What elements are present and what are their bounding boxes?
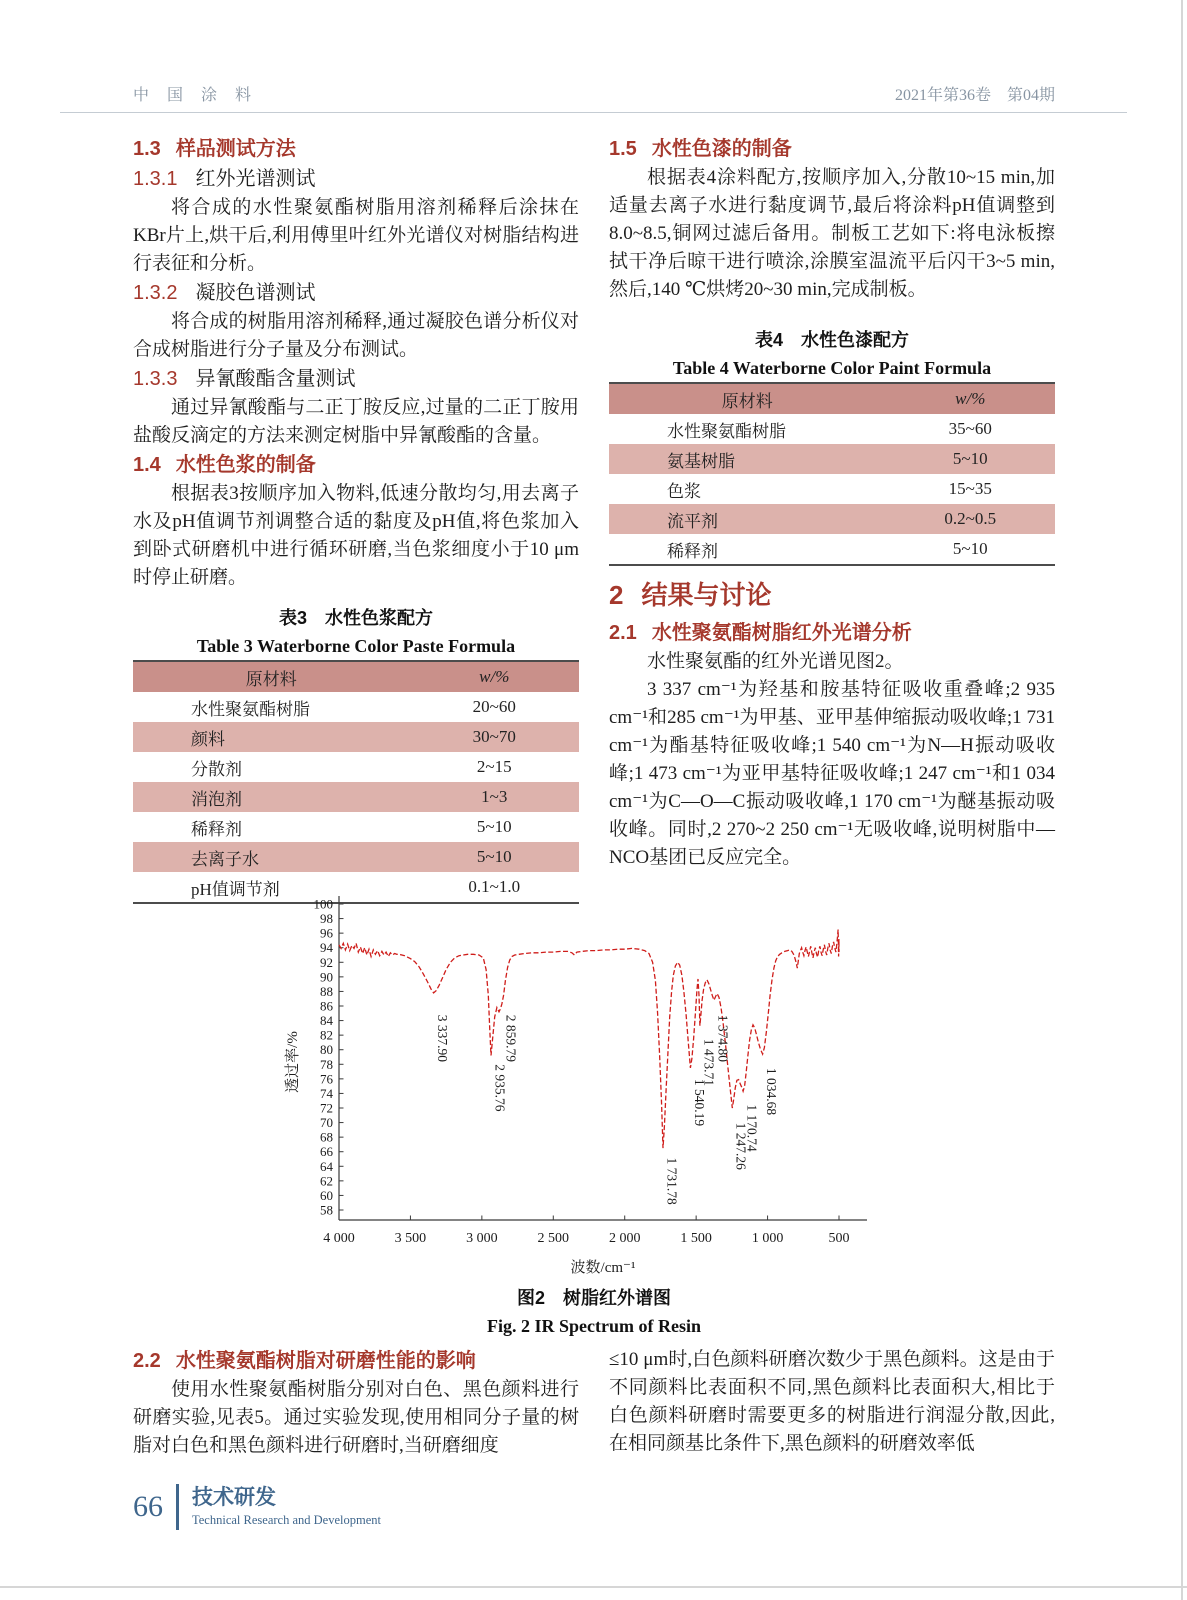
y-tick-label: 94: [320, 940, 333, 956]
peak-label: 1 170.74: [744, 1104, 760, 1152]
section-heading-1-3-2: [133, 278, 579, 308]
y-tick-label: 88: [320, 983, 333, 999]
table-cell: 15~35: [948, 479, 992, 498]
page-number: 66: [133, 1490, 163, 1523]
issue-info: 2021年第36卷 第04期: [894, 87, 1055, 104]
y-tick-label: 100: [313, 896, 333, 912]
table-cell: 色浆: [667, 481, 701, 501]
section-number: 1.5: [609, 138, 637, 160]
table3-header-wpercent: w/%: [410, 661, 579, 692]
x-tick-label: 2 500: [537, 1231, 570, 1246]
peak-label: 1 247.26: [733, 1122, 749, 1170]
table-row: [133, 842, 579, 872]
x-tick-label: 1 000: [751, 1231, 784, 1246]
section-number: 1.3.2: [133, 282, 178, 304]
table4-header-wpercent: w/%: [886, 383, 1055, 414]
section-heading-2: [609, 574, 1055, 616]
table-cell: 水性聚氨酯树脂: [667, 421, 786, 441]
table4-caption: [609, 326, 1055, 382]
footer-divider: [176, 1484, 179, 1530]
section-heading-1-5: [609, 134, 1055, 164]
section-title: 结果与讨论: [641, 580, 772, 610]
table-cell: 1~3: [481, 787, 508, 806]
y-tick-label: 76: [320, 1071, 333, 1087]
table4-header-material: 原材料: [609, 383, 886, 414]
table3: [133, 660, 579, 904]
y-tick-label: 68: [320, 1129, 333, 1145]
paragraph-1-5: 根据表4涂料配方,按顺序加入,分散10~15 min,加适量去离子水进行黏度调节,最后将涂料pH值调整到8.0~8.5,铜网过滤后备用。制板工艺如下:将电泳板擦拭干净后晾干进行喷涂,涂膜室温流平后闪干3~5 min,然后,140 ℃烘烤20~30 min,完成制板。: [609, 167, 1055, 300]
x-tick-label: 1 500: [680, 1231, 712, 1246]
table-cell: 5~10: [476, 847, 512, 866]
paragraph-1-3-3: 通过异氰酸酯与二正丁胺反应,过量的二正丁胺用盐酸反滴定的方法来测定树脂中异氰酸酯的含量。: [133, 397, 579, 446]
figure2-caption-cn: 图2 树脂红外谱图: [516, 1288, 671, 1308]
section-number: 1.3.3: [133, 368, 178, 390]
table-row: [133, 752, 579, 782]
table-cell: 去离子水: [191, 849, 259, 869]
paragraph-1-3-1: 将合成的水性聚氨酯树脂用溶剂稀释后涂抹在KBr片上,烘干后,利用傅里叶红外光谱仪对树脂结构进行表征和分析。: [133, 197, 579, 274]
table-row: [609, 444, 1055, 474]
y-tick-label: 62: [320, 1173, 333, 1189]
table-cell: 稀释剂: [191, 819, 242, 839]
table-cell: 20~60: [472, 697, 516, 716]
table-cell: 0.2~0.5: [944, 509, 997, 528]
section-title: 凝胶色谱测试: [195, 282, 316, 304]
y-axis-title: 透过率/%: [285, 1031, 301, 1093]
y-tick-label: 98: [320, 911, 333, 927]
peak-label: 2 935.76: [492, 1064, 508, 1112]
y-tick-label: 74: [320, 1085, 333, 1101]
table4: [609, 382, 1055, 566]
ir-spectrum-chart: [281, 884, 891, 1284]
section-title: 红外光谱测试: [195, 168, 316, 190]
y-tick-label: 96: [320, 925, 333, 941]
table-cell: 30~70: [472, 727, 516, 746]
peak-label: 1 374.80: [715, 1014, 731, 1062]
section-number: 1.4: [133, 454, 161, 476]
paragraph-1-3-2: 将合成的树脂用溶剂稀释,通过凝胶色谱分析仪对合成树脂进行分子量及分布测试。: [133, 311, 579, 360]
x-tick-label: 2 000: [608, 1231, 641, 1246]
table-row: [609, 534, 1055, 565]
table4-caption-en: Table 4 Waterborne Color Paint Formula: [672, 358, 992, 378]
top-columns: [133, 134, 1055, 904]
table3-caption-en: Table 3 Waterborne Color Paste Formula: [196, 636, 516, 656]
x-tick-label: 4 000: [323, 1231, 355, 1246]
table4-body: [609, 414, 1055, 565]
y-tick-label: 80: [320, 1042, 333, 1058]
left-column-top: [133, 134, 579, 904]
y-tick-label: 66: [320, 1144, 333, 1160]
section-heading-1-3-1: [133, 164, 579, 194]
figure2-caption-en: Fig. 2 IR Spectrum of Resin: [487, 1316, 701, 1336]
table-cell: 氨基树脂: [667, 451, 735, 471]
figure2-block: [133, 884, 1055, 1340]
peak-label: 1 731.78: [664, 1157, 680, 1205]
section-heading-1-3-3: [133, 364, 579, 394]
y-tick-label: 86: [320, 998, 333, 1014]
table-row: [133, 812, 579, 842]
header-rule: [60, 112, 1127, 113]
journal-name: 中 国 涂 料: [133, 87, 259, 104]
figure2-caption: [133, 1284, 1055, 1340]
table-cell: 颜料: [191, 729, 225, 749]
table-cell: 5~10: [952, 449, 988, 468]
table-row: [133, 782, 579, 812]
table-row: [133, 692, 579, 722]
x-tick-label: 500: [828, 1231, 850, 1246]
y-tick-label: 92: [320, 954, 333, 970]
section-heading-2-2: [133, 1346, 579, 1376]
paragraph-2-2-continued: ≤10 μm时,白色颜料研磨次数少于黑色颜料。这是由于不同颜料比表面积不同,黑色颜料比表面积大,相比于白色颜料研磨时需要更多的树脂进行润湿分散,因此,在相同颜基比条件下,黑色颜料的研磨效率低: [609, 1349, 1055, 1454]
section-number: 2.1: [609, 622, 637, 644]
table-cell: 5~10: [952, 539, 988, 558]
x-tick-label: 3 000: [466, 1231, 498, 1246]
x-axis-title: 波数/cm⁻¹: [570, 1260, 636, 1276]
page-edge-bottom: [0, 1586, 1187, 1588]
ir-spectrum-curve: [339, 930, 839, 1149]
running-head: [133, 82, 1055, 105]
table4-caption-cn: 表4 水性色漆配方: [754, 330, 909, 350]
table-row: [609, 414, 1055, 444]
table-cell: 35~60: [948, 419, 992, 438]
paragraph-2-2: 使用水性聚氨酯树脂分别对白色、黑色颜料进行研磨实验,见表5。通过实验发现,使用相同分子量的树脂对白色和黑色颜料进行研磨时,当研磨细度: [133, 1379, 579, 1456]
table-cell: 消泡剂: [191, 789, 242, 809]
y-tick-label: 90: [320, 969, 333, 985]
footer-section-en: Technical Research and Development: [192, 1513, 381, 1527]
y-tick-label: 64: [320, 1158, 333, 1174]
section-title: 样品测试方法: [175, 138, 296, 160]
right-column-top: [609, 134, 1055, 904]
table-row: [609, 504, 1055, 534]
page-edge-right: [1181, 0, 1183, 1600]
y-tick-label: 70: [320, 1115, 333, 1131]
peak-label: 3 337.90: [435, 1014, 451, 1062]
paragraph-1-4: 根据表3按顺序加入物料,低速分散均匀,用去离子水及pH值调节剂调整合适的黏度及pH值,将色浆加入到卧式研磨机中进行循环研磨,当色浆细度小于10 μm时停止研磨。: [133, 483, 579, 588]
section-number: 1.3.1: [133, 168, 178, 190]
y-tick-label: 84: [320, 1013, 333, 1029]
table-cell: 0.1~1.0: [468, 877, 521, 896]
section-heading-2-1: [609, 618, 1055, 648]
table-row: [609, 474, 1055, 504]
section-number: 1.3: [133, 138, 161, 160]
table-cell: 分散剂: [191, 759, 242, 779]
page-footer: [133, 1484, 381, 1530]
table-cell: 2~15: [476, 757, 512, 776]
section-heading-1-3: [133, 134, 579, 164]
table3-body: [133, 692, 579, 903]
section-number: 2.2: [133, 1350, 161, 1372]
paragraph-2-1-intro: 水性聚氨酯的红外光谱见图2。: [647, 651, 904, 672]
table-cell: 水性聚氨酯树脂: [191, 699, 310, 719]
footer-section-cn: 技术研发: [192, 1486, 276, 1509]
section-number: 2: [609, 580, 624, 610]
x-tick-label: 3 500: [394, 1231, 427, 1246]
section-title: 水性聚氨酯树脂红外光谱分析: [651, 622, 912, 644]
footer-section: [192, 1485, 381, 1529]
y-tick-label: 60: [320, 1187, 333, 1203]
peak-label: 1 540.19: [691, 1078, 707, 1127]
table-cell: 稀释剂: [667, 541, 718, 561]
y-tick-label: 58: [320, 1202, 333, 1218]
section-title: 异氰酸酯含量测试: [195, 368, 356, 390]
paragraph-2-1-detail: 3 337 cm⁻¹为羟基和胺基特征吸收重叠峰;2 935 cm⁻¹和285 cm⁻¹为甲基、亚甲基伸缩振动吸收峰;1 731 cm⁻¹为酯基特征吸收峰;1 540 cm⁻¹为N—H振动吸收峰;1 473 cm⁻¹为亚甲基特征吸收峰;1 247 cm⁻¹和1 034 cm⁻¹为C—O—C振动吸收峰,1 170 cm⁻¹为醚基振动吸收峰。同时,2 270~2 250 cm⁻¹无吸收峰,说明树脂中—NCO基团已反应完全。: [609, 679, 1055, 868]
y-tick-label: 72: [320, 1100, 333, 1116]
table-cell: 5~10: [476, 817, 512, 836]
peak-label: 1 034.68: [764, 1067, 780, 1116]
y-tick-label: 78: [320, 1056, 333, 1072]
table3-header-material: 原材料: [133, 661, 410, 692]
y-tick-label: 82: [320, 1027, 333, 1043]
table-row: [133, 722, 579, 752]
section-title: 水性色漆的制备: [651, 138, 792, 160]
table3-caption-cn: 表3 水性色浆配方: [278, 608, 433, 628]
peak-label: 2 859.79: [503, 1014, 519, 1062]
peak-label: 1 473.71: [701, 1038, 717, 1087]
table3-caption: [133, 604, 579, 660]
bottom-columns: [133, 1346, 1055, 1460]
table-cell: 流平剂: [667, 511, 718, 531]
table-cell: pH值调节剂: [191, 879, 280, 899]
section-title: 水性色浆的制备: [175, 454, 316, 476]
table3-header-row: [133, 661, 579, 692]
right-column-bottom: [609, 1346, 1055, 1460]
section-heading-1-4: [133, 450, 579, 480]
left-column-bottom: [133, 1346, 579, 1460]
table4-header-row: [609, 383, 1055, 414]
section-title: 水性聚氨酯树脂对研磨性能的影响: [175, 1350, 476, 1372]
